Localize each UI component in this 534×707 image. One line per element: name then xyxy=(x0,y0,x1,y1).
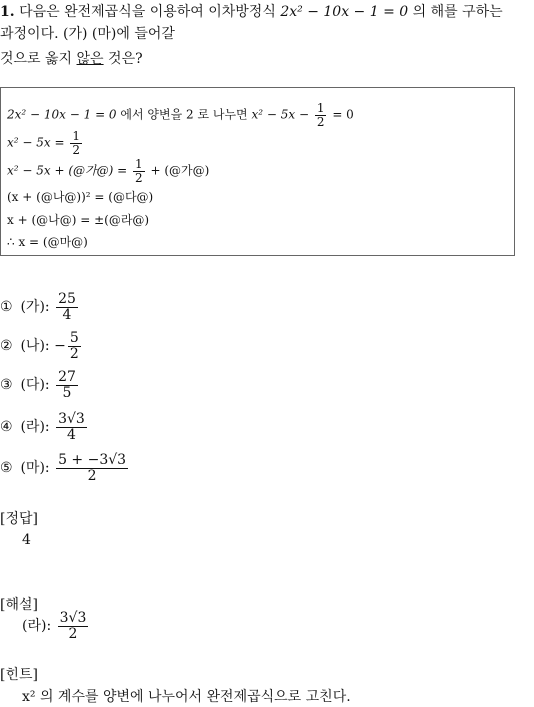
option-2-label: (나): xyxy=(20,338,50,355)
hint-heading: [힌트] xyxy=(0,667,38,683)
process-l1-expr: x² − 5x − xyxy=(251,107,310,122)
question-line-3 xyxy=(0,47,143,71)
explanation-body xyxy=(22,611,90,641)
process-l2-expr: x² − 5x = xyxy=(7,135,65,150)
process-line-3 xyxy=(7,158,209,184)
answer-value: 4 xyxy=(22,532,31,548)
process-l1-text: 에서 양변을 2 로 나누면 xyxy=(120,107,248,122)
option-4-label: (라): xyxy=(20,419,50,436)
option-1-label: (가): xyxy=(20,299,50,316)
question-number: 1. xyxy=(0,4,15,20)
option-4[interactable] xyxy=(0,412,89,442)
option-4-mark: ④ xyxy=(0,419,13,436)
option-2[interactable] xyxy=(0,331,83,361)
option-5-fraction: $\frac{5 + -3√3}{2}$ xyxy=(58,452,127,484)
option-5-mark: ⑤ xyxy=(0,460,13,477)
process-l2-fraction: $\frac{1}{2}$ xyxy=(72,129,81,157)
question-line-1 xyxy=(0,0,503,24)
option-1[interactable] xyxy=(0,292,80,322)
hint-text: x² 의 계수를 양변에 나누어서 완전제곱식으로 고친다. xyxy=(22,689,351,705)
option-4-fraction: $\frac{3√3}{4}$ xyxy=(58,411,85,443)
option-5[interactable] xyxy=(0,453,130,483)
option-3-label: (다): xyxy=(20,377,50,394)
option-3[interactable] xyxy=(0,370,80,400)
process-line-1 xyxy=(7,102,354,128)
option-1-fraction: $\frac{25}{4}$ xyxy=(58,291,76,323)
process-line-4: (x + (@나@))² = (@다@) xyxy=(7,190,154,204)
process-line-5: x + (@나@) = ±(@라@) xyxy=(7,213,150,227)
process-line-6: ∴ x = (@마@) xyxy=(7,235,88,249)
option-2-prefix: − xyxy=(54,338,66,355)
process-l3-expr: x² − 5x + (@가@) = xyxy=(7,163,128,178)
option-2-mark: ② xyxy=(0,338,13,355)
process-l3-fraction: $\frac{1}{2}$ xyxy=(135,157,143,185)
question-underlined-word: 않은 xyxy=(76,51,104,67)
question-text-3a: 것으로 옳지 xyxy=(0,51,73,67)
explanation-label: (라): xyxy=(22,618,52,635)
option-3-fraction: $\frac{27}{5}$ xyxy=(58,369,76,401)
question-line-2: 과정이다. (가) (마)에 들어갈 xyxy=(0,26,175,42)
process-l3-post: + (@가@) xyxy=(150,163,210,178)
option-5-label: (마): xyxy=(20,460,50,477)
explanation-fraction: $\frac{3√3}{2}$ xyxy=(59,610,87,642)
question-text-3b: 것은? xyxy=(108,51,143,67)
process-line-2 xyxy=(7,130,84,156)
question-text-1b: 의 해를 구하는 xyxy=(412,4,503,20)
question-equation: 2x² − 10x − 1 = 0 xyxy=(280,4,409,20)
option-3-mark: ③ xyxy=(0,377,13,394)
process-l1-fraction: $\frac{1}{2}$ xyxy=(316,101,325,129)
option-1-mark: ① xyxy=(0,299,13,316)
process-l1-equation: 2x² − 10x − 1 = 0 xyxy=(7,107,117,122)
explanation-heading: [해설] xyxy=(0,597,38,613)
process-l1-end: = 0 xyxy=(332,107,354,122)
option-2-fraction: $\frac{5}{2}$ xyxy=(69,330,79,362)
answer-heading: [정답] xyxy=(0,511,38,527)
question-text-1: 다음은 완전제곱식을 이용하여 이차방정식 xyxy=(19,4,276,20)
solution-process-box xyxy=(0,87,515,256)
